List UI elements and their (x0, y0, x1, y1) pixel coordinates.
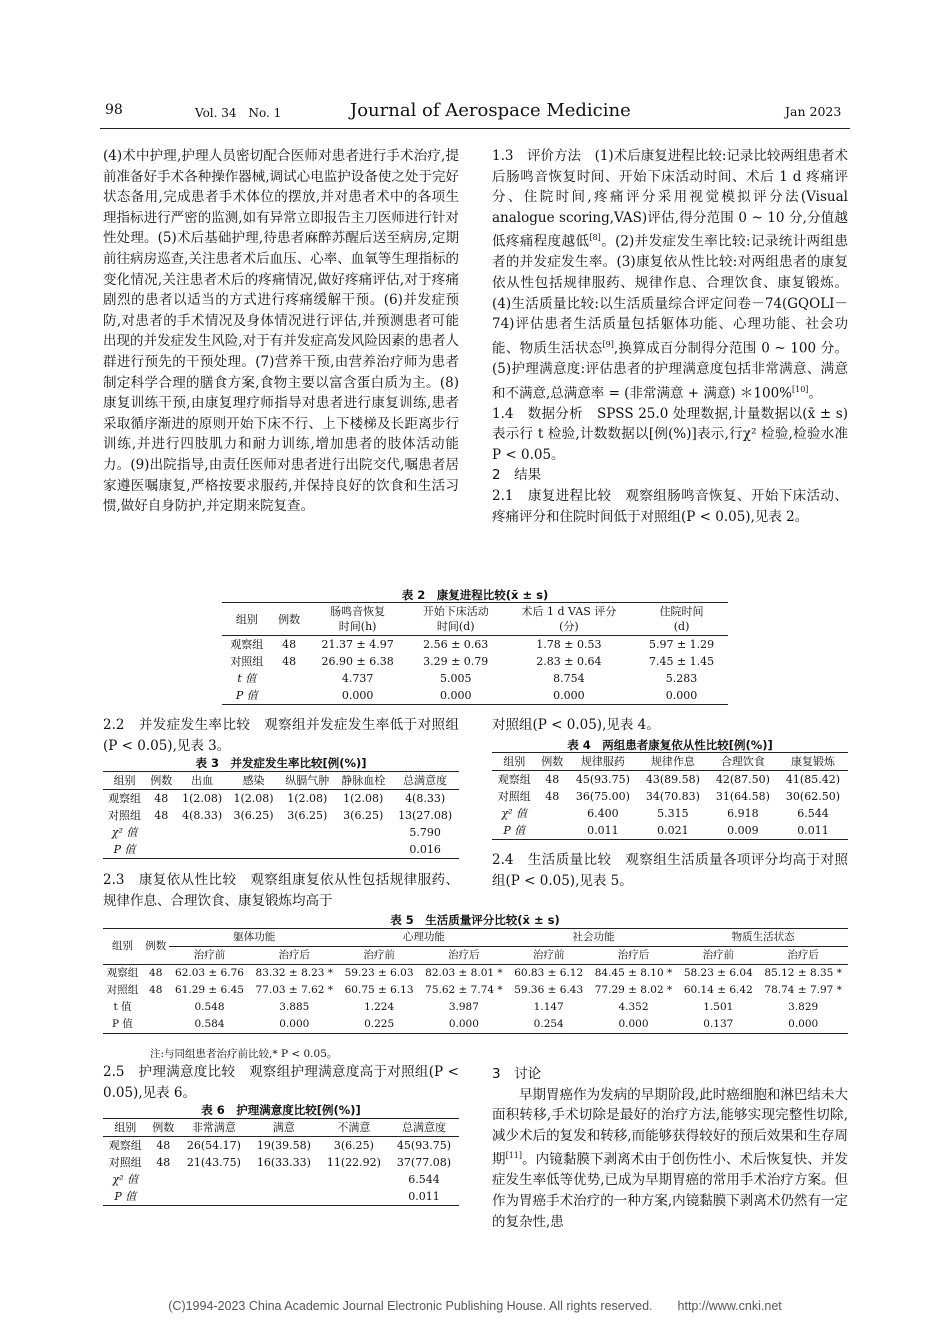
table3-cell: 3(6.25) (343, 809, 384, 822)
table3-cell: 4(8.33) (182, 809, 223, 822)
table2-cell (272, 687, 307, 705)
table5-caption: 表 5 生活质量评分比较(x̄ ± s) (390, 913, 560, 927)
table5-note: 注:与同组患者治疗前比较,* P < 0.05。 (150, 1048, 338, 1060)
table2-header-cell: 开始下床活动 时间(d) (409, 603, 503, 636)
table4-cell: 36(75.00) (575, 790, 630, 803)
table2-cell: 2.56 ± 0.63 (423, 638, 489, 651)
table3-cell: 1(2.08) (343, 792, 384, 805)
table3-cell: 3(6.25) (287, 809, 328, 822)
table2-cell: 21.37 ± 4.97 (321, 638, 394, 651)
table3-header-cell: 纵膈气肿 (279, 772, 335, 790)
table6-cell: 19(39.58) (256, 1139, 311, 1152)
table5-cell: 75.62 ± 7.74 * (425, 984, 503, 996)
table3-header-cell: 组别 (103, 772, 146, 790)
table6-row (103, 1188, 459, 1206)
table5-cell: 82.03 ± 8.01 * (425, 967, 503, 979)
table2-header-cell: 肠鸣音恢复 时间(h) (307, 603, 409, 636)
table5 (103, 928, 848, 1034)
table3-cell (146, 841, 176, 859)
ref-9: [9] (602, 339, 614, 349)
table4-cell: 45(93.75) (575, 773, 630, 786)
table6-cell (148, 1171, 179, 1188)
table5-cell: 3.885 (279, 1001, 310, 1013)
table2-cell (272, 670, 307, 687)
table6-cell: 48 (156, 1139, 171, 1152)
table4-header-cell: 合理饮食 (708, 753, 778, 771)
table3-cell (279, 824, 335, 841)
table5-sub-header: 治疗后 (250, 947, 340, 965)
table4-cell: 6.544 (797, 807, 829, 820)
table5-cell: 48 (149, 984, 163, 996)
table5-cell: 0.000 (788, 1018, 819, 1030)
table2-cell: 48 (282, 638, 297, 651)
paragraph-evaluation: 1.3 评价方法 (1)术后康复进程比较:记录比较两组患者术后肠鸣音恢复时间、开始下床活动时间、术后 1 d 疼痛评分、住院时间,疼痛评分采用视觉模拟评分法(Visual analogue scoring,VAS)评估,得分范围 0 ~ 10 分,分值越低疼痛程度越低[8]。(2)并发症发生率比较:记录统计两组患者的并发症发生率。(3)康复依从性比较:对两组患者的康复依从性包括规律服药、规律作息、合理饮食、康复锻炼。(4)生活质量比较:以生活质量综合评定问卷－74(GQOLI－74)评估患者生活质量包括躯体功能、心理功能、社会功能、物质生活状态[9],换算成百分制得分范围 0 ~ 100 分。(5)护理满意度:评估患者的护理满意度包括非常满意、满意和不满意,总满意率 = (非常满意 + 满意) ＊100%[10]。 (492, 148, 849, 402)
table3-cell: χ² 值 (111, 826, 138, 839)
table3-cell (335, 841, 391, 859)
table3-row (103, 824, 459, 841)
running-header (105, 100, 845, 128)
table4-header-cell: 康复锻炼 (778, 753, 848, 771)
table3-cell (228, 824, 279, 841)
table2-caption: 表 2 康复进程比较(x̄ ± s) (401, 588, 549, 602)
table2-cell: 0.000 (665, 689, 698, 702)
table5-cell: P 值 (112, 1018, 133, 1030)
paragraph-compliance: 2.3 康复依从性比较 观察组康复依从性包括规律服药、规律作息、合理饮食、康复锻炼均高于 (103, 872, 459, 909)
table5-cell: 1.147 (533, 1001, 564, 1013)
table3-cell: 4(8.33) (405, 792, 446, 805)
table4-cell: 48 (545, 790, 560, 803)
table5-sub-header: 治疗前 (509, 947, 589, 965)
table3-cell: 观察组 (108, 792, 142, 805)
table3-cell (176, 824, 227, 841)
table6-cell: 6.544 (408, 1173, 440, 1186)
issue-date: Jan 2023 (785, 104, 842, 119)
table2-row (222, 636, 728, 654)
table2-cell: 7.45 ± 1.45 (648, 655, 715, 668)
table6-cell (249, 1188, 319, 1206)
table4-cell: P 值 (503, 824, 526, 837)
table5-row (103, 1016, 848, 1034)
paragraph-data-analysis: 1.4 数据分析 SPSS 25.0 处理数据,计量数据以(x̄ ± s)表示行 t 检验,计数数据以[例(%)]表示,行χ² 检验,检验水准 P < 0.05。 (492, 405, 848, 463)
table5-cell (142, 999, 169, 1016)
table3-cell: 对照组 (108, 809, 142, 822)
table4-row (492, 822, 848, 840)
table6-cell: χ² 值 (112, 1173, 139, 1186)
table3-row (103, 807, 459, 824)
table5-cell: 0.548 (194, 1001, 225, 1013)
table2-cell: 1.78 ± 0.53 (536, 638, 602, 651)
table2-cell: 5.97 ± 1.29 (648, 638, 715, 651)
ref-10: [10] (792, 384, 809, 394)
table6-cell: 16(33.33) (256, 1156, 311, 1169)
table6-row (103, 1137, 459, 1155)
table6-header-cell: 非常满意 (179, 1119, 249, 1137)
table4-cell: χ² 值 (501, 807, 528, 820)
table4-cell (537, 805, 568, 822)
table5-sub-header: 治疗前 (169, 947, 249, 965)
table2-row (222, 670, 728, 687)
table2 (222, 602, 728, 705)
table5-cell: 4.352 (618, 1001, 649, 1013)
table3-cell: 1(2.08) (233, 792, 274, 805)
table6-cell: P 值 (114, 1190, 137, 1203)
table4-cell: 42(87.50) (715, 773, 770, 786)
paragraph-complications: 2.2 并发症发生率比较 观察组并发症发生率低于对照组(P < 0.05),见表 3。 (103, 717, 459, 754)
table2-cell: P 值 (235, 689, 258, 702)
table4 (492, 752, 848, 840)
table6-cell: 21(43.75) (186, 1156, 241, 1169)
table6-cell: 3(6.25) (333, 1139, 374, 1152)
table5-sub-header: 治疗后 (419, 947, 509, 965)
paragraph-discussion: 早期胃癌作为发病的早期阶段,此时癌细胞和淋巴结未大面积转移,手术切除是最好的治疗方法,能够实现完整性切除,减少术后的复发和转移,而能够获得较好的预后效果和生存周期[11]。内镜黏膜下剥离术由于创伤性小、术后恢复快、并发症发生率低等优势,已成为早期胃癌的常用手术治疗方案。但作为胃癌手术治疗的一种方案,内镜黏膜下剥离术仍然有一定的复杂性,患 (492, 1086, 849, 1230)
table6-cell: 48 (156, 1156, 171, 1169)
table6-cell: 26(54.17) (186, 1139, 241, 1152)
table5-cell (142, 1016, 169, 1034)
table4-cell: 0.009 (727, 824, 759, 837)
paragraph-rehab-progress: 2.1 康复进程比较 观察组肠鸣音恢复、开始下床活动、疼痛评分和住院时间低于对照组(P < 0.05),见表 2。 (492, 488, 848, 525)
table5-group-header: 物质生活状态 (678, 929, 848, 947)
table3-header-cell: 出血 (176, 772, 227, 790)
table3-cell: 5.790 (409, 826, 441, 839)
table5-cell: 3.987 (448, 1001, 479, 1013)
table6-row (103, 1171, 459, 1188)
table5-sub-header: 治疗后 (589, 947, 679, 965)
table6-caption: 表 6 护理满意度比较[例(%)] (201, 1103, 361, 1117)
table5-cell: 0.000 (279, 1018, 310, 1030)
table2-cell: 26.90 ± 6.38 (321, 655, 394, 668)
table5-cell: 77.03 ± 7.62 * (255, 984, 334, 996)
table3-header-cell: 总满意度 (391, 772, 459, 790)
table2-cell: 对照组 (230, 655, 264, 668)
table3-cell: 13(27.08) (398, 809, 453, 822)
table4-cell: 48 (545, 773, 560, 786)
table5-cell: 0.584 (194, 1018, 225, 1030)
table5-group-header: 躯体功能 (169, 929, 339, 947)
table4-cell: 观察组 (497, 773, 531, 786)
table5-cell: 61.29 ± 6.45 (175, 984, 244, 996)
table4-header-cell: 例数 (537, 753, 568, 771)
table5-cell: 0.254 (533, 1018, 564, 1030)
table5-row (103, 982, 848, 999)
left-column-text (103, 146, 459, 517)
table3 (103, 771, 459, 859)
table3-header-cell: 感染 (228, 772, 279, 790)
table5-sub-header: 治疗前 (678, 947, 758, 965)
table6-row (103, 1154, 459, 1171)
table3-cell: 1(2.08) (287, 792, 328, 805)
table5-cell: 78.74 ± 7.97 * (764, 984, 842, 996)
table4-caption: 表 4 两组患者康复依从性比较[例(%)] (567, 738, 773, 752)
table4-cell: 6.918 (727, 807, 759, 820)
table6-header-cell: 组别 (103, 1119, 148, 1137)
table5-cell: 1.501 (703, 1001, 734, 1013)
copyright-footer: (C)1994-2023 China Academic Journal Electronic Publishing House. All rights reserved. http://www.cnki.net (168, 1299, 782, 1313)
table5-group-header: 组别 (103, 929, 142, 965)
table3-cell: 0.016 (409, 843, 441, 856)
table5-row (103, 999, 848, 1016)
table4-header-cell: 组别 (492, 753, 537, 771)
table5-cell: 60.75 ± 6.13 (344, 984, 414, 996)
table5-cell: 观察组 (106, 967, 139, 979)
table2-header-cell: 术后 1 d VAS 评分 (分) (503, 603, 635, 636)
table5-cell: 60.83 ± 6.12 (514, 967, 584, 979)
table4-header-cell: 规律服药 (568, 753, 638, 771)
table6-header-cell: 满意 (249, 1119, 319, 1137)
table5-cell: 0.225 (364, 1018, 395, 1030)
table4-cell: 34(70.83) (645, 790, 700, 803)
table6 (103, 1118, 459, 1206)
table3-header-cell: 静脉血栓 (335, 772, 391, 790)
table2-header-cell: 住院时间 (d) (635, 603, 728, 636)
table5-cell: 58.23 ± 6.04 (683, 967, 753, 979)
table6-cell (179, 1188, 249, 1206)
table3-caption: 表 3 并发症发生率比较[例(%)] (195, 756, 367, 770)
discussion-section (492, 1064, 848, 1232)
table6-cell (148, 1188, 179, 1206)
table2-cell: 4.737 (341, 672, 374, 685)
table5-sub-header: 治疗后 (758, 947, 848, 965)
table6-cell: 37(77.08) (396, 1156, 451, 1169)
table2-cell: 5.005 (439, 672, 472, 685)
table2-cell: 2.83 ± 0.64 (536, 655, 602, 668)
page-number: 98 (105, 102, 123, 118)
section-heading-results: 2 结果 (492, 467, 542, 484)
table6-header-cell: 例数 (148, 1119, 179, 1137)
table2-row (222, 687, 728, 705)
table2-row (222, 653, 728, 670)
table2-header-cell: 例数 (272, 603, 307, 636)
table4-cell: 43(89.58) (645, 773, 700, 786)
table6-cell: 0.011 (408, 1190, 440, 1203)
table3-cell: 3(6.25) (233, 809, 274, 822)
table3-header-cell: 例数 (146, 772, 176, 790)
section-heading-discussion: 3 讨论 (492, 1066, 542, 1082)
table2-cell: 8.754 (553, 672, 585, 685)
table3-row (103, 841, 459, 859)
table3-cell (228, 841, 279, 859)
table5-cell: 对照组 (106, 984, 139, 996)
table4-header-cell: 规律作息 (638, 753, 708, 771)
table2-cell: 0.000 (439, 689, 472, 702)
table2-cell: 观察组 (230, 638, 264, 651)
table5-cell: 0.000 (448, 1018, 479, 1030)
table6-cell (249, 1171, 319, 1188)
table4-row (492, 788, 848, 805)
table5-row (103, 965, 848, 983)
table2-cell: 0.000 (553, 689, 585, 702)
table4-cell: 0.021 (657, 824, 689, 837)
table6-cell: 观察组 (108, 1139, 142, 1152)
paragraph-quality-of-life: 2.4 生活质量比较 观察组生活质量各项评分均高于对照组(P < 0.05),见表 5。 (492, 852, 848, 889)
table4-cell: 6.400 (587, 807, 619, 820)
ref-11: [11] (505, 1151, 523, 1161)
table5-cell: 60.14 ± 6.42 (683, 984, 753, 996)
ref-8: [8] (589, 233, 601, 243)
table3-cell (176, 841, 227, 859)
table5-group-header: 心理功能 (339, 929, 509, 947)
table5-cell: 59.36 ± 6.43 (514, 984, 584, 996)
table5-cell: 1.224 (364, 1001, 395, 1013)
volume-issue: Vol. 34 No. 1 (195, 106, 282, 120)
table2-cell: 5.283 (665, 672, 698, 685)
paragraph-compliance-cont: 对照组(P < 0.05),见表 4。 (492, 717, 660, 733)
table4-cell: 0.011 (587, 824, 619, 837)
table5-cell: 3.829 (788, 1001, 819, 1013)
table2-cell: 48 (282, 655, 297, 668)
table5-cell: 77.29 ± 8.02 * (594, 984, 673, 996)
table5-cell: 0.137 (703, 1018, 734, 1030)
table6-cell: 对照组 (108, 1156, 142, 1169)
journal-name: Journal of Aerospace Medicine (350, 100, 631, 121)
table3-row (103, 790, 459, 808)
table2-cell: 0.000 (341, 689, 374, 702)
table4-cell: 41(85.42) (785, 773, 840, 786)
table6-cell (319, 1188, 389, 1206)
table6-cell (319, 1171, 389, 1188)
table2-cell: t 值 (237, 672, 257, 685)
table6-header-cell: 总满意度 (389, 1119, 459, 1137)
header-rule (100, 128, 850, 129)
table5-cell: 0.000 (618, 1018, 649, 1030)
table5-group-header: 例数 (142, 929, 169, 965)
table3-cell: P 值 (113, 843, 136, 856)
table6-cell: 11(22.92) (326, 1156, 381, 1169)
table4-row (492, 771, 848, 789)
table5-group-header: 社会功能 (509, 929, 679, 947)
right-column-text (492, 146, 848, 527)
table6-cell (179, 1171, 249, 1188)
table5-cell: 85.12 ± 8.35 * (764, 967, 842, 979)
table4-cell: 5.315 (657, 807, 689, 820)
table3-cell: 48 (154, 809, 169, 822)
table2-cell: 3.29 ± 0.79 (423, 655, 489, 668)
paragraph-interventions: (4)术中护理,护理人员密切配合医师对患者进行手术治疗,提前准备好手术各种操作器械,调试心电监护设备使之处于完好状态备用,完成患者手术体位的摆放,并对患者术中的各项生理指标进行严密的监测,如有异常立即报告主刀医师进行针对性处理。(5)术后基础护理,待患者麻醉苏醒后送至病房,定期前往病房巡查,关注患者术后血压、心率、血氧等生理指标的变化情况,关注患者术后的疼痛情况,做好疼痛评估,对于疼痛剧烈的患者以适当的方式进行疼痛缓解干预。(6)并发症预防,对患者的手术情况及身体情况进行评估,并预测患者可能出现的并发症发生风险,对于有并发症高发风险因素的患者人群进行预先的干预处理。(7)营养干预,由营养治疗师为患者制定科学合理的膳食方案,食物主要以富含蛋白质为主。(8)康复训练干预,由康复理疗师指导对患者进行康复训练,患者采取循序渐进的原则开始下床不行、上下楼梯及长距离步行训练,并进行四肢肌力和耐力训练,增加患者的肢体活动能力。(9)出院指导,由责任医师对患者进行出院交代,嘱患者居家遵医嘱康复,严格按要求服药,并保持良好的饮食和生活习惯,做好自身防护,并定期来院复查。 (103, 148, 459, 515)
table4-cell: 0.011 (797, 824, 829, 837)
table4-cell: 31(64.58) (715, 790, 770, 803)
table5-cell: 83.32 ± 8.23 * (255, 967, 334, 979)
table4-row (492, 805, 848, 822)
table3-cell (146, 824, 176, 841)
table4-cell: 对照组 (497, 790, 531, 803)
paragraph-satisfaction: 2.5 护理满意度比较 观察组护理满意度高于对照组(P < 0.05),见表 6。 (103, 1064, 459, 1101)
table5-cell: 84.45 ± 8.10 * (594, 967, 673, 979)
table4-cell (537, 822, 568, 840)
table5-cell: 62.03 ± 6.76 (175, 967, 244, 979)
table3-cell: 48 (154, 792, 169, 805)
table5-sub-header: 治疗前 (339, 947, 419, 965)
table4-cell: 30(62.50) (785, 790, 840, 803)
table6-header-cell: 不满意 (319, 1119, 389, 1137)
table6-cell: 45(93.75) (396, 1139, 451, 1152)
table3-cell (335, 824, 391, 841)
table3-cell: 1(2.08) (182, 792, 223, 805)
table5-cell: 48 (149, 967, 163, 979)
table2-header-cell: 组别 (222, 603, 272, 636)
table5-cell: t 值 (113, 1001, 132, 1013)
table3-cell (279, 841, 335, 859)
table5-cell: 59.23 ± 6.03 (344, 967, 414, 979)
